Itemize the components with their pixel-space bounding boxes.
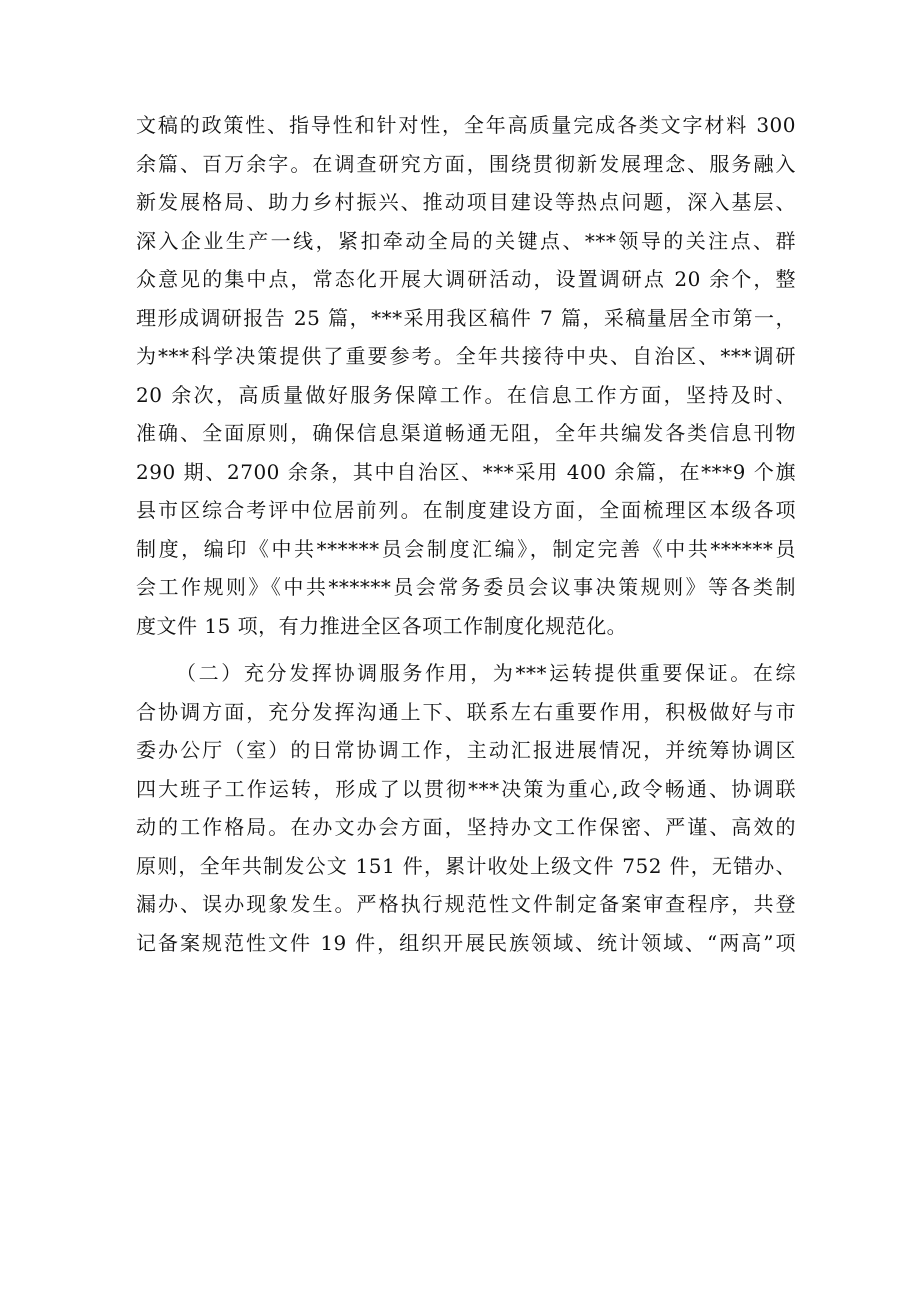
text-line: 深入企业生产一线，紧扣牵动全局的关键点、***领导的关注点、群 [136, 228, 796, 253]
paragraph-gap [136, 645, 796, 654]
text-line: 动的工作格局。在办文办会方面，坚持办文工作保密、严谨、高效的 [136, 815, 796, 839]
text-line: 余篇、百万余字。在调查研究方面，围绕贯彻新发展理念、服务融入 [136, 151, 796, 176]
text-line-last: 度文件 15 项，有力推进全区各项工作制度化规范化。 [136, 613, 628, 638]
text-line: 漏办、误办现象发生。严格执行规范性文件制定备案审查程序，共登 [136, 892, 796, 916]
text-line: 县市区综合考评中位居前列。在制度建设方面，全面梳理区本级各项 [136, 498, 796, 522]
text-line: 合协调方面，充分发挥沟通上下、联系左右重要作用，积极做好与市 [136, 699, 796, 724]
text-line: 新发展格局、助力乡村振兴、推动项目建设等热点问题，深入基层、 [136, 190, 796, 214]
text-line: 准确、全面原则，确保信息渠道畅通无阻，全年共编发各类信息刊物 [136, 421, 796, 445]
text-line: 为***科学决策提供了重要参考。全年共接待中央、自治区、***调研 [136, 344, 796, 368]
text-line: 290 期、2700 余条，其中自治区、***采用 400 余篇，在***9 个旗 [136, 459, 796, 484]
text-line: 四大班子工作运转，形成了以贯彻***决策为重心,政令畅通、协调联 [136, 776, 796, 801]
paragraph-1 [136, 106, 796, 645]
text-line: 20 余次，高质量做好服务保障工作。在信息工作方面，坚持及时、 [136, 382, 796, 407]
text-line: 原则，全年共制发公文 151 件，累计收处上级文件 752 件，无错办、 [136, 853, 796, 878]
text-line: 记备案规范性文件 19 件，组织开展民族领域、统计领域、“两高”项 [136, 930, 796, 955]
text-line: 会工作规则》《中共******员会常务委员会议事决策规则》等各类制 [136, 575, 796, 599]
text-line: 委办公厅（室）的日常协调工作，主动汇报进展情况，并统筹协调区 [136, 738, 796, 762]
text-line-indented: （二）充分发挥协调服务作用，为***运转提供重要保证。在综 [176, 661, 796, 685]
text-line: 众意见的集中点，常态化开展大调研活动，设置调研点 20 余个，整 [136, 267, 796, 291]
document-body [136, 106, 796, 962]
text-line: 文稿的政策性、指导性和针对性，全年高质量完成各类文字材料 300 [136, 113, 796, 137]
text-line: 理形成调研报告 25 篇，***采用我区稿件 7 篇，采稿量居全市第一， [136, 305, 796, 330]
paragraph-2 [136, 654, 796, 962]
text-line: 制度，编印《中共******员会制度汇编》，制定完善《中共******员 [136, 536, 796, 561]
